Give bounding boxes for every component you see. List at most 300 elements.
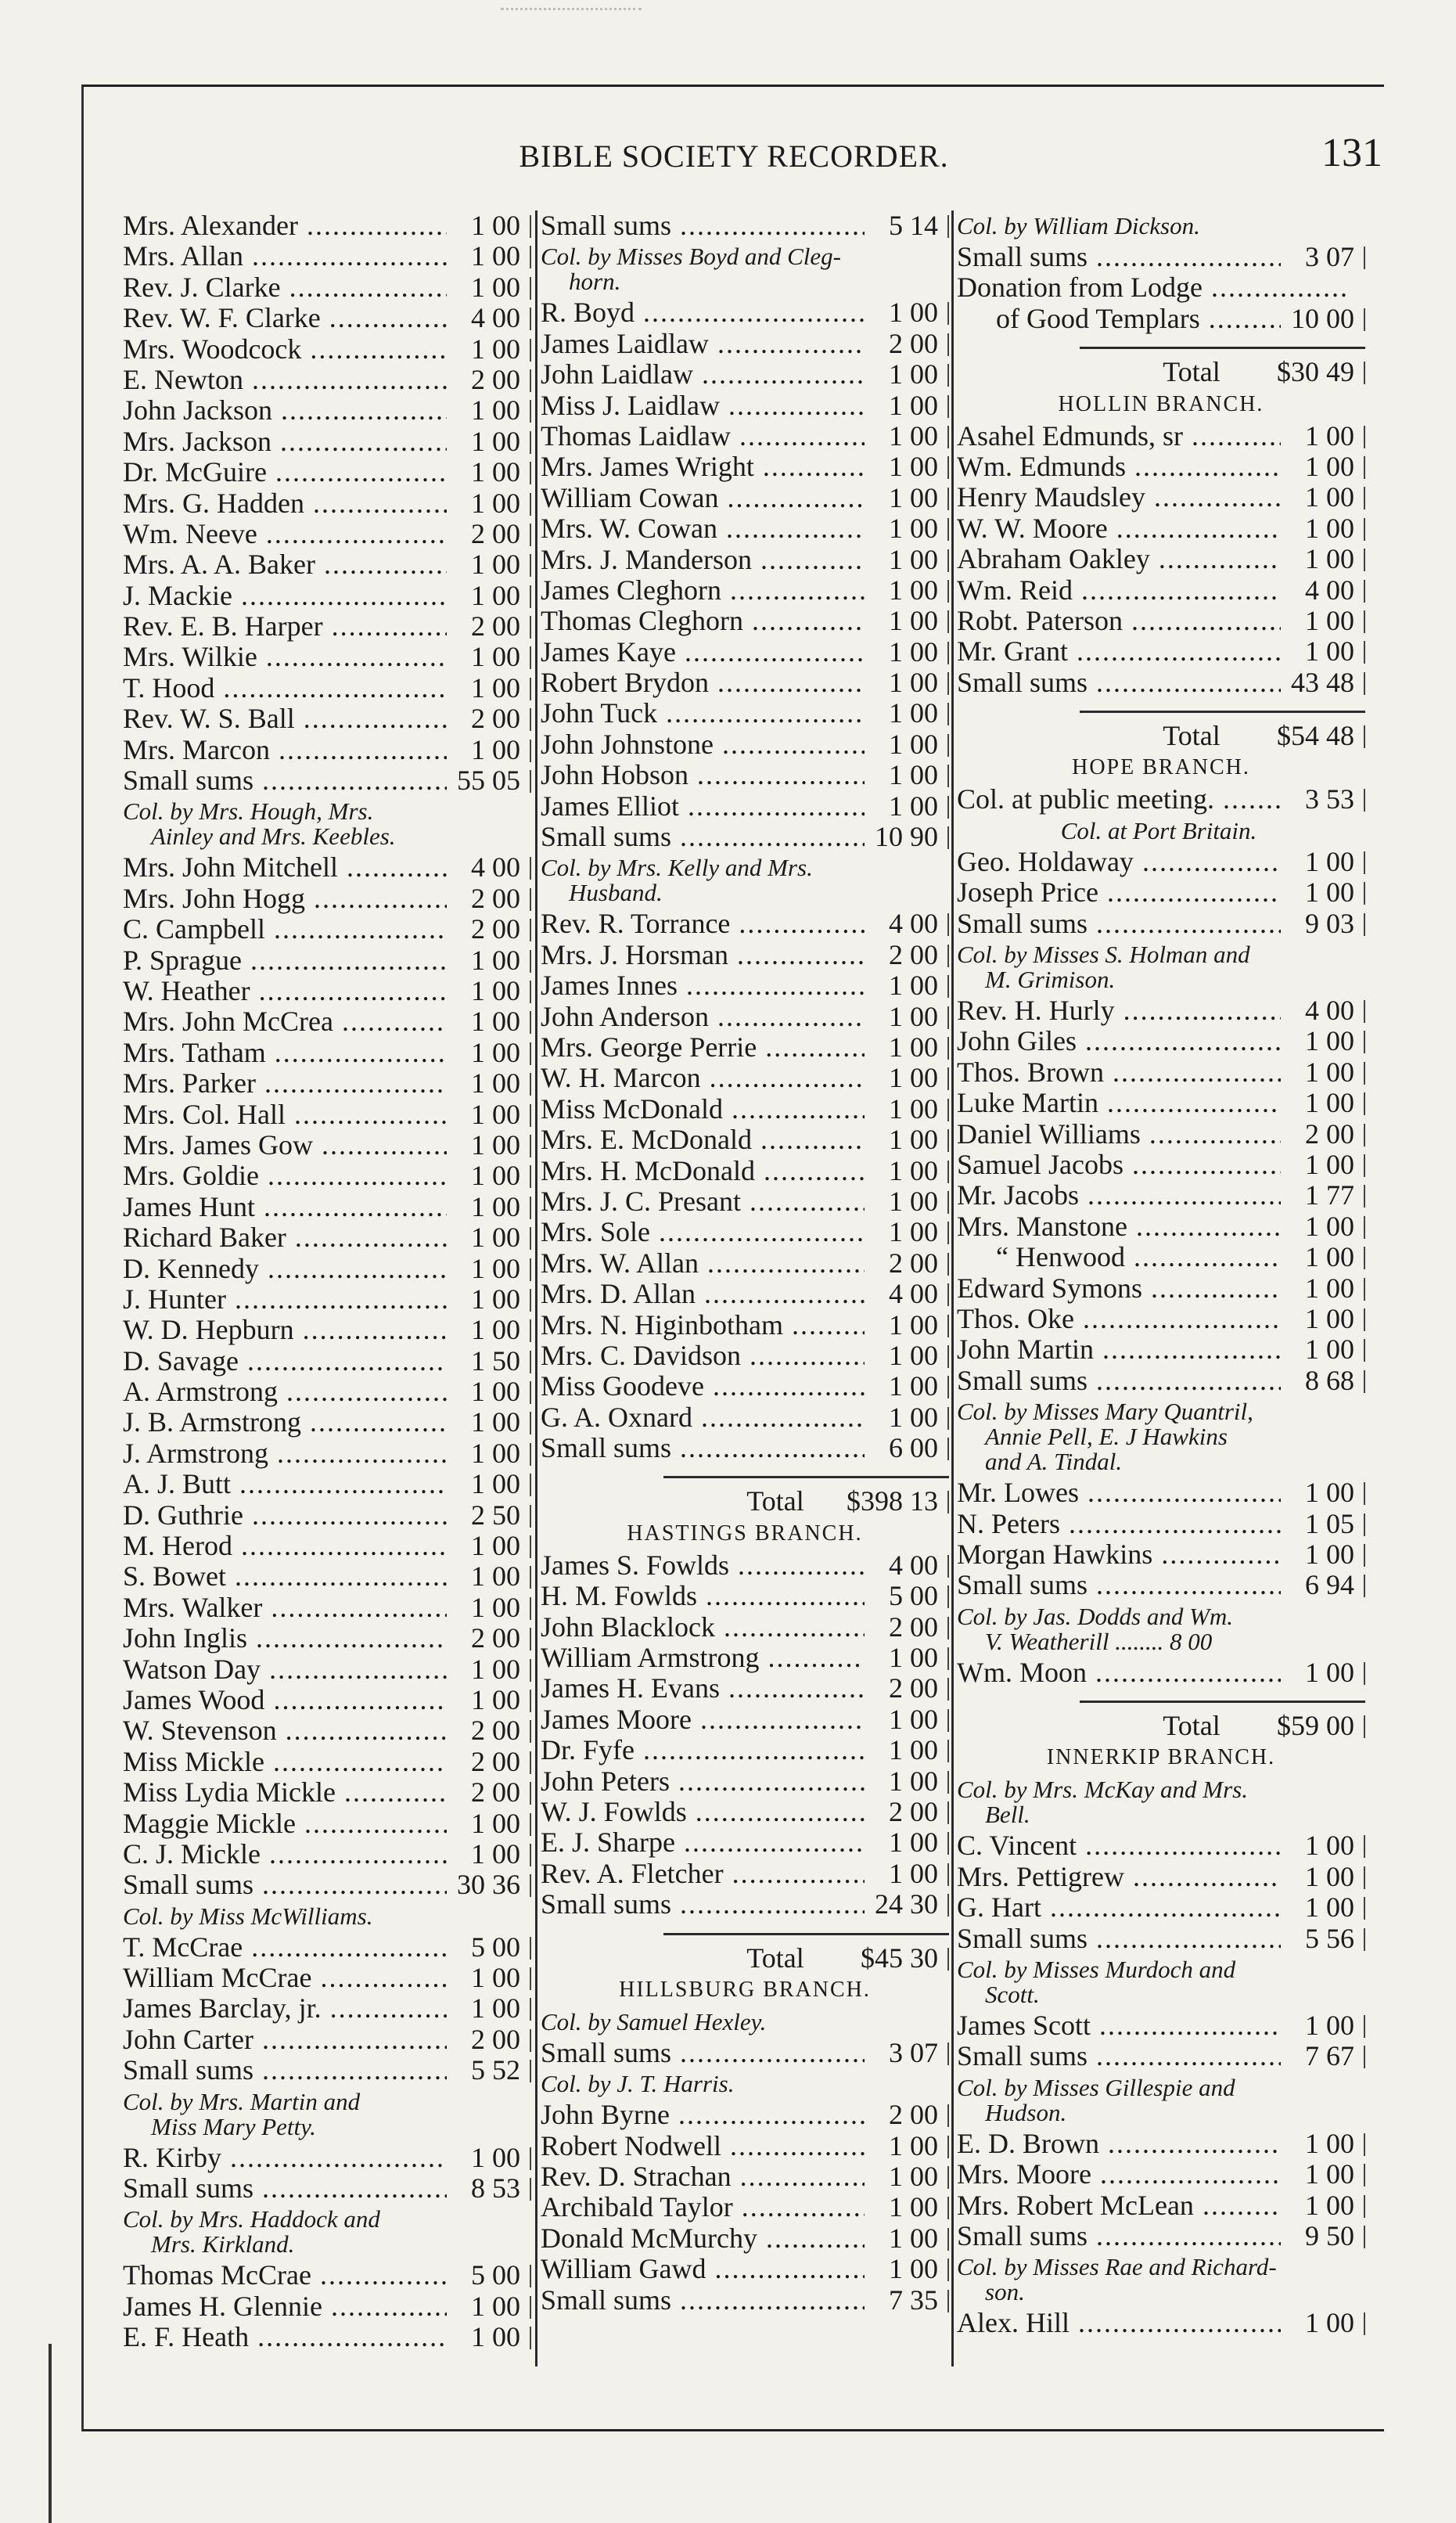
- contributor-name: C. Vincent .....: [957, 1830, 1293, 1861]
- total-amount-value: 54 48: [1291, 720, 1354, 752]
- contribution-row: [541, 668, 949, 698]
- contributor-name: Thomas McCrae .....: [123, 2260, 459, 2291]
- contributor-name: W. Heather .....: [123, 976, 459, 1006]
- contributor-name: Thos. Brown .....: [957, 1057, 1293, 1088]
- contribution-amount: 1 00: [865, 2254, 938, 2284]
- contribution-amount: 1 00: [447, 581, 520, 611]
- contribution-row: [957, 1830, 1365, 1861]
- column-middle: [541, 211, 949, 2316]
- contribution-row: [957, 1539, 1365, 1570]
- contribution-row: [123, 1161, 531, 1191]
- contribution-amount: 1 00: [865, 575, 938, 606]
- contributor-name: J. Armstrong .....: [123, 1438, 459, 1469]
- contributor-name: John Hobson .....: [541, 760, 877, 790]
- contribution-row: [541, 729, 949, 760]
- contributor-name: Small sums .....: [541, 2285, 877, 2316]
- contributor-name: Small sums .....: [957, 1366, 1293, 1396]
- contributor-name: Wm. Edmunds .....: [957, 452, 1293, 482]
- contribution-row: [541, 359, 949, 390]
- contribution-row: [123, 1747, 531, 1777]
- collector-note: [541, 852, 949, 909]
- contributor-name: Samuel Jacobs .....: [957, 1150, 1293, 1180]
- total-label: Total: [1163, 1711, 1221, 1742]
- contributor-name: Mrs. W. Allan .....: [541, 1248, 877, 1279]
- contributor-name: Mrs. W. Cowan .....: [541, 513, 877, 544]
- contribution-amount: 1 00: [447, 1685, 520, 1715]
- contributor-name: R. Boyd .....: [541, 297, 877, 328]
- contribution-amount: 1 00: [1281, 847, 1354, 877]
- column-rule-left: [535, 211, 537, 2366]
- contribution-row: [541, 1797, 949, 1827]
- collector-note-line: Col. by Miss McWilliams.: [123, 1902, 373, 1930]
- contributor-name: A. Armstrong .....: [123, 1377, 459, 1407]
- contribution-row: [123, 1870, 531, 1900]
- contribution-amount: 4 00: [865, 1279, 938, 1309]
- column-rule-right: [951, 211, 954, 2366]
- contribution-row: [541, 606, 949, 636]
- contribution-row: [957, 1334, 1365, 1365]
- contributor-name: Robert Nodwell .....: [541, 2131, 877, 2161]
- contribution-amount: 2 00: [1281, 1119, 1354, 1150]
- branch-heading: HOLLIN BRANCH.: [1058, 391, 1264, 416]
- contribution-row: [541, 1125, 949, 1155]
- contribution-amount: 1 00: [1281, 1211, 1354, 1242]
- contribution-amount: 1 00: [865, 297, 938, 328]
- collector-note-line: Col. by Misses Rae and Richard-: [957, 2253, 1277, 2281]
- contribution-amount: 1 00: [1281, 1830, 1354, 1861]
- contribution-row: [123, 2055, 531, 2086]
- contributor-name: Mrs. Moore .....: [957, 2159, 1293, 2190]
- contributor-name: C. J. Mickle .....: [123, 1839, 459, 1870]
- collector-note: [123, 2086, 531, 2143]
- contributor-name: Mrs. Manstone .....: [957, 1211, 1293, 1242]
- contribution-amount: 3 07: [1281, 242, 1354, 272]
- contributor-name: Mrs. John Hogg .....: [123, 884, 459, 914]
- contribution-row: [123, 488, 531, 519]
- contribution-row: [541, 1581, 949, 1611]
- collector-note: [541, 2068, 949, 2100]
- contribution-row: [541, 391, 949, 421]
- contribution-row: [957, 606, 1365, 636]
- contribution-amount: 1 00: [447, 945, 520, 976]
- contributor-name: P. Sprague .....: [123, 945, 459, 976]
- collector-note-line: V. Weatherill ........ 8 00: [985, 1627, 1213, 1655]
- collector-note-line: son.: [985, 2278, 1025, 2306]
- contributor-name: Mrs. Marcon .....: [123, 735, 459, 765]
- contribution-amount: 1 00: [865, 1735, 938, 1765]
- contributor-name: James Cleghorn .....: [541, 575, 877, 606]
- collector-note: [123, 1901, 531, 1932]
- contributor-name: Donald McMurchy .....: [541, 2223, 877, 2254]
- contribution-row: [123, 704, 531, 734]
- contributor-name: Mrs. Sole .....: [541, 1217, 877, 1247]
- contribution-amount: 1 00: [1281, 1334, 1354, 1365]
- contributor-name: Small sums .....: [541, 1889, 877, 1920]
- contribution-row: [123, 1593, 531, 1623]
- contributor-name: Thomas Cleghorn .....: [541, 606, 877, 636]
- contributor-name: Mrs. Jackson .....: [123, 426, 459, 457]
- contributor-name: Rev. R. Torrance .....: [541, 909, 877, 939]
- contribution-row: [123, 1531, 531, 1561]
- contributor-name: G. Hart .....: [957, 1892, 1293, 1923]
- contribution-row: [123, 1777, 531, 1808]
- contribution-amount: 1 00: [865, 1186, 938, 1217]
- contribution-amount: 1 00: [447, 1839, 520, 1870]
- contribution-amount: 1 00: [447, 1469, 520, 1499]
- contributor-name: Mrs. J. Manderson .....: [541, 545, 877, 575]
- contributor-name: Archibald Taylor .....: [541, 2192, 877, 2222]
- contributor-name: Mr. Lowes .....: [957, 1477, 1293, 1508]
- contribution-row: [957, 2308, 1365, 2338]
- collector-note-line: Col. by Mrs. Kelly and Mrs.: [541, 854, 813, 882]
- contributor-name: Robert Brydon .....: [541, 668, 877, 698]
- contribution-amount: 7 35: [865, 2285, 938, 2316]
- contribution-row: [541, 1704, 949, 1735]
- contributor-name: W. Stevenson .....: [123, 1715, 459, 1746]
- collector-note-line: Col. by J. T. Harris.: [541, 2070, 735, 2098]
- contributor-name: Small sums .....: [123, 1870, 459, 1900]
- contribution-row: [123, 1130, 531, 1161]
- contributor-name: Miss Goodeve .....: [541, 1371, 877, 1402]
- contribution-row: [957, 1180, 1365, 1211]
- contribution-amount: 1 00: [865, 606, 938, 636]
- contribution-row: [541, 1217, 949, 1247]
- contributor-name: Abraham Oakley .....: [957, 544, 1293, 574]
- contributor-name: John Johnstone .....: [541, 729, 877, 760]
- contribution-amount: 1 00: [447, 426, 520, 457]
- total-amount: [1234, 1711, 1354, 1741]
- contribution-row: [541, 1002, 949, 1032]
- collector-note: [123, 2204, 531, 2260]
- total-row: [957, 357, 1365, 387]
- contributor-name: Small sums .....: [123, 765, 459, 796]
- contribution-row: [541, 1673, 949, 1704]
- contribution-row: [541, 1032, 949, 1063]
- collector-note-line: Husband.: [569, 879, 663, 907]
- contribution-amount: 1 00: [447, 1100, 520, 1130]
- contributor-name: John Blacklock .....: [541, 1612, 877, 1643]
- contributor-name: Small sums .....: [957, 1570, 1293, 1600]
- collector-note-line: Hudson.: [985, 2098, 1067, 2126]
- contributor-name: James Scott .....: [957, 2010, 1293, 2041]
- contributor-name: Watson Day .....: [123, 1654, 459, 1685]
- contributor-name: Small sums .....: [957, 1924, 1293, 1954]
- contributor-name: Mrs. James Gow .....: [123, 1130, 459, 1161]
- contribution-row: [123, 611, 531, 642]
- contribution-amount: 1 00: [865, 637, 938, 668]
- contribution-amount: 1 50: [447, 1346, 520, 1377]
- contribution-row: [123, 1254, 531, 1284]
- contribution-row: [541, 2254, 949, 2284]
- contribution-amount: 2 00: [865, 1612, 938, 1643]
- contributor-name: Mrs. Alexander .....: [123, 211, 459, 241]
- contribution-row: [541, 1156, 949, 1186]
- contribution-amount: 2 00: [447, 2025, 520, 2055]
- contribution-amount: 1 00: [447, 1284, 520, 1315]
- contribution-amount: 1 00: [865, 791, 938, 822]
- contributor-name: Small sums .....: [957, 668, 1293, 698]
- contributor-name: Mrs. Allan .....: [123, 241, 459, 272]
- contribution-row: [123, 1500, 531, 1531]
- contributor-name: Mrs. C. Davidson .....: [541, 1341, 877, 1371]
- contribution-amount: 1 00: [1281, 636, 1354, 667]
- contribution-amount: 1 00: [865, 1310, 938, 1341]
- contributor-name: Rev. D. Strachan .....: [541, 2161, 877, 2192]
- contributor-name: William McCrae .....: [123, 1963, 459, 1993]
- contributor-name: Morgan Hawkins .....: [957, 1539, 1293, 1570]
- contributor-name: James H. Evans .....: [541, 1673, 877, 1704]
- contribution-row: [541, 2161, 949, 2192]
- contributor-name: Rev. W. F. Clarke .....: [123, 303, 459, 333]
- contributor-name: D. Savage .....: [123, 1346, 459, 1377]
- contributor-name: Geo. Holdaway .....: [957, 847, 1293, 877]
- branch-heading: HASTINGS BRANCH.: [627, 1521, 863, 1546]
- contribution-amount: 1 00: [1281, 1150, 1354, 1180]
- contributor-name: Wm. Moon .....: [957, 1657, 1293, 1688]
- contribution-amount: 2 00: [447, 611, 520, 642]
- contribution-amount: 1 00: [865, 1766, 938, 1797]
- contribution-amount: 1 00: [1281, 1088, 1354, 1118]
- contribution-row: [123, 1715, 531, 1746]
- total-label: Total: [1163, 721, 1221, 752]
- contribution-amount: 5 00: [447, 2260, 520, 2291]
- total-rule: [1080, 711, 1365, 713]
- total-rule: [663, 1476, 949, 1478]
- contribution-amount: 1 00: [1281, 1057, 1354, 1088]
- contributor-name: M. Herod .....: [123, 1531, 459, 1561]
- contribution-row: [541, 1859, 949, 1889]
- contribution-amount: 1 00: [865, 2223, 938, 2254]
- contribution-row: [957, 1892, 1365, 1923]
- contribution-row: [957, 2221, 1365, 2251]
- contribution-amount: 1 00: [1281, 2159, 1354, 2190]
- contribution-amount: 1 00: [447, 735, 520, 765]
- contribution-amount: 2 00: [447, 1623, 520, 1654]
- column-left: [123, 211, 531, 2353]
- contribution-row: [123, 1192, 531, 1222]
- contribution-row: [123, 1315, 531, 1345]
- contribution-amount: 1 00: [1281, 2129, 1354, 2159]
- contribution-row: [123, 765, 531, 796]
- contribution-amount: 1 00: [865, 1341, 938, 1371]
- contributor-name: John Inglis .....: [123, 1623, 459, 1654]
- contributor-name: Small sums .....: [541, 211, 877, 241]
- contribution-row: [123, 1006, 531, 1037]
- contribution-row: [123, 1438, 531, 1469]
- contribution-row: [123, 1561, 531, 1592]
- contribution-row: [123, 1407, 531, 1438]
- contribution-amount: 2 00: [447, 1777, 520, 1808]
- contribution-row: [123, 2025, 531, 2055]
- contribution-amount: 1 00: [865, 2161, 938, 2192]
- contribution-row: [957, 242, 1365, 272]
- contributor-name: Wm. Neeve .....: [123, 519, 459, 549]
- running-title: BIBLE SOCIETY RECORDER.: [519, 139, 949, 174]
- contribution-amount: 1 00: [447, 976, 520, 1006]
- collector-note: [957, 2251, 1365, 2308]
- contribution-row: [541, 1186, 949, 1217]
- collector-note-line: Col. by Misses Mary Quantril,: [957, 1398, 1253, 1426]
- page-header: [84, 130, 1384, 193]
- contribution-amount: 8 68: [1281, 1366, 1354, 1396]
- contribution-amount: 1 00: [865, 1217, 938, 1247]
- contributor-name: J. Hunter .....: [123, 1284, 459, 1315]
- contribution-amount: 1 00: [1281, 452, 1354, 482]
- contribution-amount: 4 00: [865, 1550, 938, 1581]
- contribution-row: [957, 513, 1365, 544]
- contributor-name: James Elliot .....: [541, 791, 877, 822]
- contribution-row: [123, 1932, 531, 1963]
- contribution-row: [541, 1766, 949, 1797]
- page-frame: [81, 85, 1384, 2431]
- contributor-name: T. McCrae .....: [123, 1932, 459, 1963]
- contributor-name: Mrs. George Perrie .....: [541, 1032, 877, 1063]
- total-amount: [1234, 721, 1354, 751]
- contribution-amount: 1 00: [865, 545, 938, 575]
- contribution-amount: 1 00: [447, 1315, 520, 1345]
- contribution-row: [123, 2291, 531, 2322]
- contribution-amount: 1 00: [865, 391, 938, 421]
- contributor-name: John Giles .....: [957, 1026, 1293, 1056]
- contributor-name: Miss Mickle .....: [123, 1747, 459, 1777]
- contributor-name: Mrs. D. Allan .....: [541, 1279, 877, 1309]
- contribution-row: [123, 1839, 531, 1870]
- contribution-amount: 1 00: [865, 2192, 938, 2222]
- contribution-row: [123, 1963, 531, 1993]
- contributor-name: S. Bowet .....: [123, 1561, 459, 1592]
- contribution-row: [123, 1685, 531, 1715]
- contributor-name: John Tuck .....: [541, 698, 877, 729]
- contribution-row: [123, 945, 531, 976]
- contribution-amount: 1 00: [865, 1402, 938, 1433]
- contribution-row: [957, 1150, 1365, 1180]
- contribution-row: [541, 452, 949, 482]
- contribution-amount: 1 00: [447, 211, 520, 241]
- contributor-name: Mrs. Wilkie .....: [123, 642, 459, 672]
- contributor-name: John Jackson .....: [123, 395, 459, 426]
- contribution-row: [541, 1279, 949, 1309]
- dollar-sign: [1277, 356, 1291, 387]
- contribution-row: [123, 519, 531, 549]
- contribution-amount: 3 53: [1281, 784, 1354, 815]
- contributor-name: Asahel Edmunds, sr .....: [957, 421, 1293, 452]
- contribution-row: [123, 642, 531, 672]
- collector-note: [541, 2007, 949, 2038]
- contribution-row: [123, 1377, 531, 1407]
- contributor-name: J. Mackie .....: [123, 581, 459, 611]
- contribution-amount: 1 00: [1281, 606, 1354, 636]
- contribution-row: [957, 784, 1365, 815]
- collector-note-line: Bell.: [985, 1801, 1030, 1829]
- contributor-name: Mrs. Goldie .....: [123, 1161, 459, 1191]
- contribution-row: [123, 334, 531, 365]
- contributor-name: James Kaye .....: [541, 637, 877, 668]
- total-amount: [1234, 357, 1354, 387]
- contributor-name: C. Campbell .....: [123, 914, 459, 945]
- contributor-name: James S. Fowlds .....: [541, 1550, 877, 1581]
- contributor-name: Dr. Fyfe .....: [541, 1735, 877, 1765]
- contributor-name: J. B. Armstrong .....: [123, 1407, 459, 1438]
- contribution-amount: 7 67: [1281, 2041, 1354, 2071]
- contribution-row: [957, 482, 1365, 513]
- contributor-name: H. M. Fowlds .....: [541, 1581, 877, 1611]
- contribution-amount: 1 00: [865, 483, 938, 513]
- contribution-amount: 2 00: [447, 884, 520, 914]
- contribution-amount: 1 00: [447, 1407, 520, 1438]
- contributor-name: of Good Templars .....: [957, 304, 1332, 334]
- contribution-row: [123, 1654, 531, 1685]
- contribution-amount: 5 00: [865, 1581, 938, 1611]
- contribution-amount: 2 00: [865, 1673, 938, 1704]
- contributor-name: Miss Lydia Mickle .....: [123, 1777, 459, 1808]
- contributor-name: James Wood .....: [123, 1685, 459, 1715]
- contribution-row: [541, 822, 949, 852]
- branch-heading: HILLSBURG BRANCH.: [619, 1977, 871, 2002]
- contributor-name: Mrs. Pettigrew .....: [957, 1862, 1293, 1892]
- contributor-name: John Peters .....: [541, 1766, 877, 1797]
- contribution-amount: 1 00: [865, 760, 938, 790]
- contribution-amount: 1 00: [447, 2322, 520, 2352]
- contribution-row: [123, 976, 531, 1006]
- contribution-amount: 2 00: [865, 940, 938, 970]
- contribution-amount: 2 00: [447, 914, 520, 945]
- contribution-amount: 1 00: [447, 457, 520, 488]
- contribution-row: [541, 545, 949, 575]
- contributor-name: Luke Martin .....: [957, 1088, 1293, 1118]
- contribution-amount: 1 00: [1281, 1026, 1354, 1056]
- contributor-name: Mrs. J. Horsman .....: [541, 940, 877, 970]
- total-amount-value: 30 49: [1291, 356, 1354, 388]
- contributor-name: James Laidlaw .....: [541, 329, 877, 359]
- contribution-row: [957, 1242, 1365, 1272]
- contribution-amount: 1 00: [1281, 2010, 1354, 2041]
- contributor-name: Mrs. John McCrea .....: [123, 1006, 459, 1037]
- contribution-row: [957, 1509, 1365, 1539]
- collector-note-line: horn.: [569, 268, 621, 296]
- contribution-row: [957, 1304, 1365, 1334]
- contribution-amount: 1 00: [1281, 1477, 1354, 1508]
- contributor-name: E. J. Sharpe .....: [541, 1827, 877, 1858]
- total-label: Total: [1163, 357, 1221, 388]
- contribution-amount: 1 00: [865, 359, 938, 390]
- contribution-amount: 1 77: [1281, 1180, 1354, 1211]
- contributor-name: William Cowan .....: [541, 483, 877, 513]
- contributor-name: Mrs. Robert McLean .....: [957, 2190, 1293, 2221]
- contribution-row: [123, 395, 531, 426]
- contribution-amount: 4 00: [1281, 995, 1354, 1026]
- contribution-amount: 1 00: [447, 1531, 520, 1561]
- total-amount-value: 398 13: [861, 1485, 938, 1517]
- contribution-amount: 10 90: [865, 822, 938, 852]
- contribution-row: [541, 791, 949, 822]
- collector-note-line: Scott.: [985, 1981, 1040, 2009]
- contribution-amount: 1 00: [1281, 421, 1354, 452]
- collector-note-line: Col. by Misses S. Holman and: [957, 941, 1250, 969]
- collector-note: [123, 796, 531, 852]
- contribution-amount: 1 00: [1281, 1892, 1354, 1923]
- contribution-amount: 1 00: [865, 452, 938, 482]
- contribution-amount: 2 00: [447, 704, 520, 734]
- contributor-name: E. Newton .....: [123, 365, 459, 395]
- contribution-amount: 1 00: [447, 241, 520, 272]
- contributor-name: D. Guthrie .....: [123, 1500, 459, 1531]
- contribution-amount: 1 00: [865, 1032, 938, 1063]
- contributor-name: Small sums .....: [957, 2221, 1293, 2251]
- contribution-amount: 5 14: [865, 211, 938, 241]
- total-rule: [1080, 1701, 1365, 1703]
- contribution-row: [957, 544, 1365, 574]
- contribution-row: [957, 1657, 1365, 1688]
